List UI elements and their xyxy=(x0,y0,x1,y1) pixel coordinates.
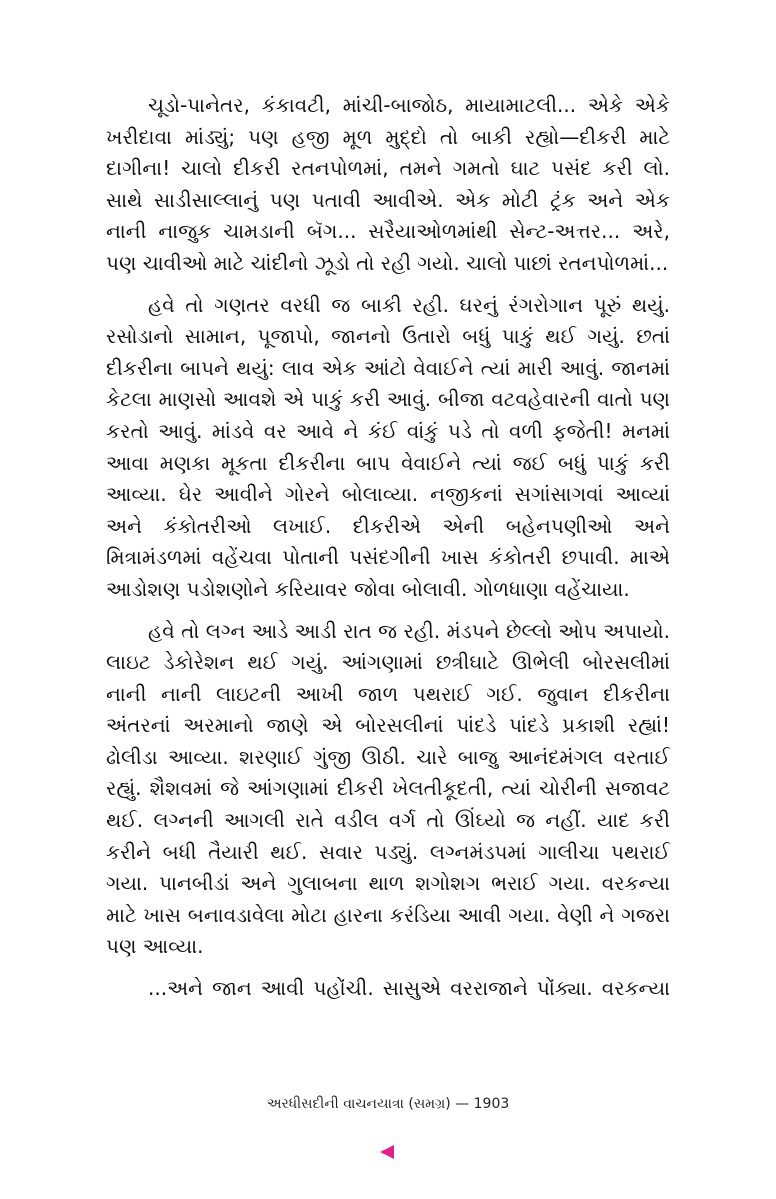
paragraph-4: ...અને જાન આવી પહોંચી. સાસુએ વરરાજાને પોંક્યા. વરકન્યા xyxy=(148,976,670,1001)
paragraph-3: હવે તો લગ્ન આડે આડી રાત જ રહી. મંડપને છેલ્લો ઓપ અપાયો. લાઇટ ડેકોરેશન થઈ ગયું. આંગણામાં છત્રીઘાટે ઊભેલી બોરસલીમાં નાની નાની લાઇટની આખી જાળ પથરાઈ ગઈ. જુવાન દીકરીના અંતરનાં અરમાનો જાણે એ બોરસલીનાં પાંદડે પાંદડે પ્રકાશી રહ્યાં! ઢોલીડા આવ્યા. શરણાઈ ગુંજી ઊઠી. ચારે બાજુ આનંદમંગલ વરતાઈ રહ્યું. શૈશવમાં જે આંગણામાં દીકરી ખેલતીકૂદતી, ત્યાં ચોરીની સજાવટ થઈ. લગ્નની આગલી રાતે વડીલ વર્ગ તો ઊંઘ્યો જ નહીં. યાદ કરી કરીને બધી તૈયારી થઈ. સવાર પડ્યું. લગ્નમંડપમાં ગાલીચા પથરાઈ ગયા. પાનબીડાં અને ગુલાબના થાળ શગોશગ ભરાઈ ગયા. વરકન્યા માટે ખાસ બનાવડાવેલા મોટા હારના કરંડિયા આવી ગયા. વેણી ને ગજરા પણ આવ્યા. xyxy=(106,618,670,959)
body-text xyxy=(106,90,670,1015)
paragraph-1: ચૂડો-પાનેતર, કંકાવટી, માંચી-બાજોઠ, માયામાટલી... એકે એકે ખરીદાવા માંડ્યું; પણ હજી મૂળ મુદ્દો તો બાકી રહ્યો—દીકરી માટે દાગીના! ચાલો દીકરી રતનપોળમાં, તમને ગમતો ઘાટ પસંદ કરી લો. સાથે સાડીસાલ્લાનું પણ પતાવી આવીએ. એક મોટી ટ્રંક અને એક નાની નાજુક ચામડાની બૅગ... સરૈયાઓળમાંથી સેન્ટ-અત્તર... અરે, પણ ચાવીઓ માટે ચાંદીનો ઝૂડો તો રહી ગયો. ચાલો પાછાં રતનપોળમાં... xyxy=(106,93,670,275)
paragraph-2: હવે તો ગણતર વરધી જ બાકી રહી. ઘરનું રંગરોગાન પૂરું થયું. રસોડાનો સામાન, પૂજાપો, જાનનો ઉતારો બધું પાકું થઈ ગયું. છતાં દીકરીના બાપને થયું: લાવ એક આંટો વેવાઈને ત્યાં મારી આવું. જાનમાં કેટલા માણસો આવશે એ પાકું કરી આવું. બીજા વટવહેવારની વાતો પણ કરતો આવું. માંડવે વર આવે ને કંઈ વાંકું પડે તો વળી ફજેતી! મનમાં આવા મણકા મૂકતા દીકરીના બાપ વેવાઈને ત્યાં જઈ બધું પાકું કરી આવ્યા. ઘેર આવીને ગોરને બોલાવ્યા. નજીકનાં સગાંસાગવાં આવ્યાં અને કંકોતરીઓ લખાઈ. દીકરીએ એની બહેનપણીઓ અને મિત્રામંડળમાં વહેંચવા પોતાની પસંદગીની ખાસ કંકોતરી છપાવી. માએ આડોશણ પડોશણોને કરિયાવર જોવા બોલાવી. ગોળધાણા વહેંચાયા. xyxy=(106,292,670,601)
left-triangle-icon[interactable] xyxy=(380,1145,394,1159)
page-footer: અરધીસદીની વાચનયાત્રા (સમગ્ર) — 1903 xyxy=(266,1096,510,1112)
